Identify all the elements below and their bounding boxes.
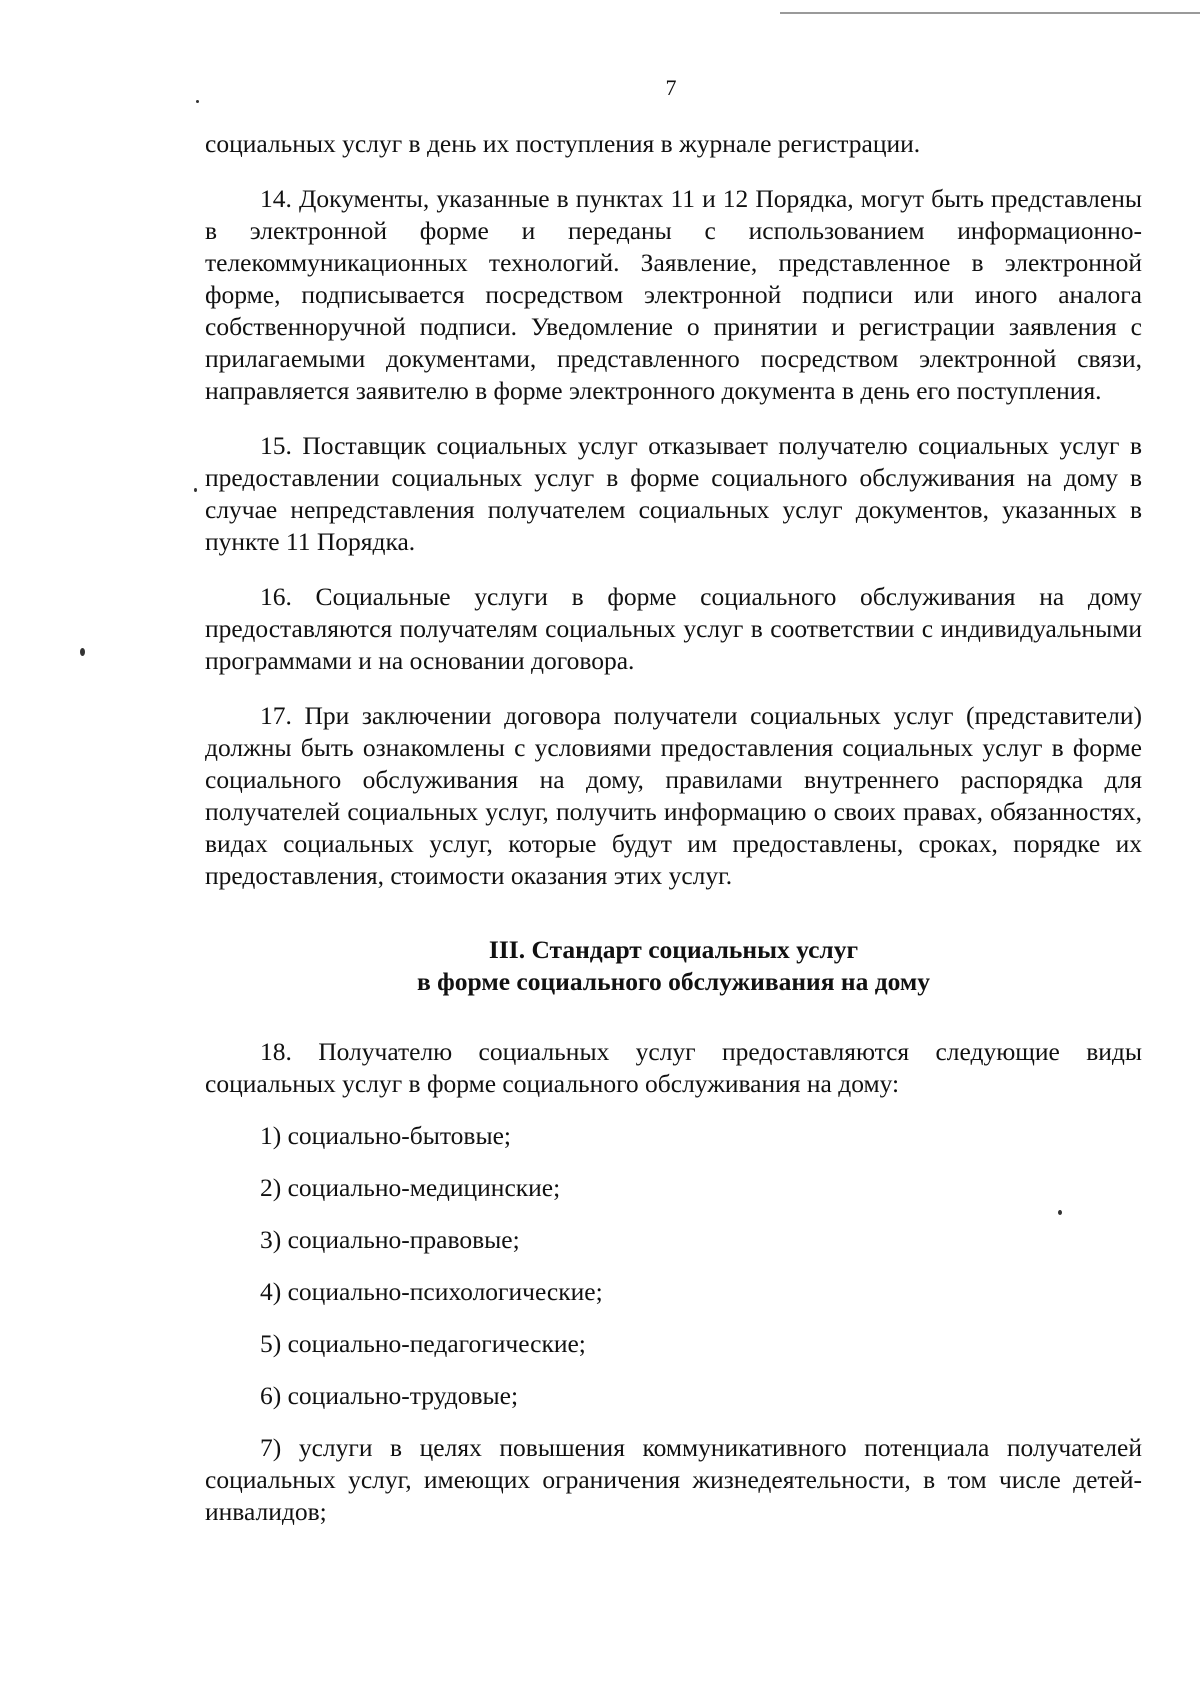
scan-speck	[196, 100, 199, 103]
list-item: 4) социально-психологические;	[260, 1277, 603, 1306]
scan-edge-line	[780, 12, 1200, 14]
list-item: 3) социально-правовые;	[260, 1225, 520, 1254]
paragraph-15: 15. Поставщик социальных услуг отказывает получателю социальных услуг в предоставлении социальных услуг в форме социального обслуживания на дому в случае непредставления получателем социальных услуг документов, указанных в пункте 11 Порядка.	[205, 431, 1142, 556]
section-heading-line-2: в форме социального обслуживания на дому	[416, 967, 931, 996]
list-item: 5) социально-педагогические;	[260, 1329, 586, 1358]
paragraph-continuation: социальных услуг в день их поступления в журнале регистрации.	[205, 129, 921, 158]
paragraph-18: 18. Получателю социальных услуг предоставляются следующие виды социальных услуг в форме социального обслуживания на дому:	[205, 1037, 1142, 1098]
document-body	[205, 128, 1142, 1528]
paragraph-17: 17. При заключении договора получатели социальных услуг (представители) должны быть ознакомлены с условиями предоставления социальных услуг в форме социального обслуживания на дому, правилами внутреннего распорядка для получателей социальных услуг, получить информацию о своих правах, обязанностях, видах социальных услуг, которые будут им предоставлены, сроках, порядке их предоставления, стоимости оказания этих услуг.	[205, 701, 1142, 890]
scan-speck	[194, 488, 197, 492]
scan-speck	[80, 648, 85, 656]
list-item: 1) социально-бытовые;	[260, 1121, 512, 1150]
list-item: 7) услуги в целях повышения коммуникативного потенциала получателей социальных услуг, имеющих ограничения жизнедеятельности, в том числе детей-инвалидов;	[205, 1433, 1142, 1526]
section-heading-line-1: III. Стандарт социальных услуг	[488, 935, 859, 964]
list-item: 6) социально-трудовые;	[260, 1381, 519, 1410]
list-item: 2) социально-медицинские;	[260, 1173, 561, 1202]
section-heading	[205, 934, 1142, 998]
page-number: 7	[665, 75, 677, 100]
paragraph-14: 14. Документы, указанные в пунктах 11 и 12 Порядка, могут быть представлены в электронной форме и переданы с использованием информационно-телекоммуникационных технологий. Заявление, представленное в электронной форме, подписывается посредством электронной подписи или иного аналога собственноручной подписи. Уведомление о принятии и регистрации заявления с прилагаемыми документами, представленного посредством электронной связи, направляется заявителю в форме электронного документа в день его поступления.	[205, 184, 1142, 405]
paragraph-16: 16. Социальные услуги в форме социального обслуживания на дому предоставляются получателям социальных услуг в соответствии с индивидуальными программами и на основании договора.	[205, 582, 1142, 675]
